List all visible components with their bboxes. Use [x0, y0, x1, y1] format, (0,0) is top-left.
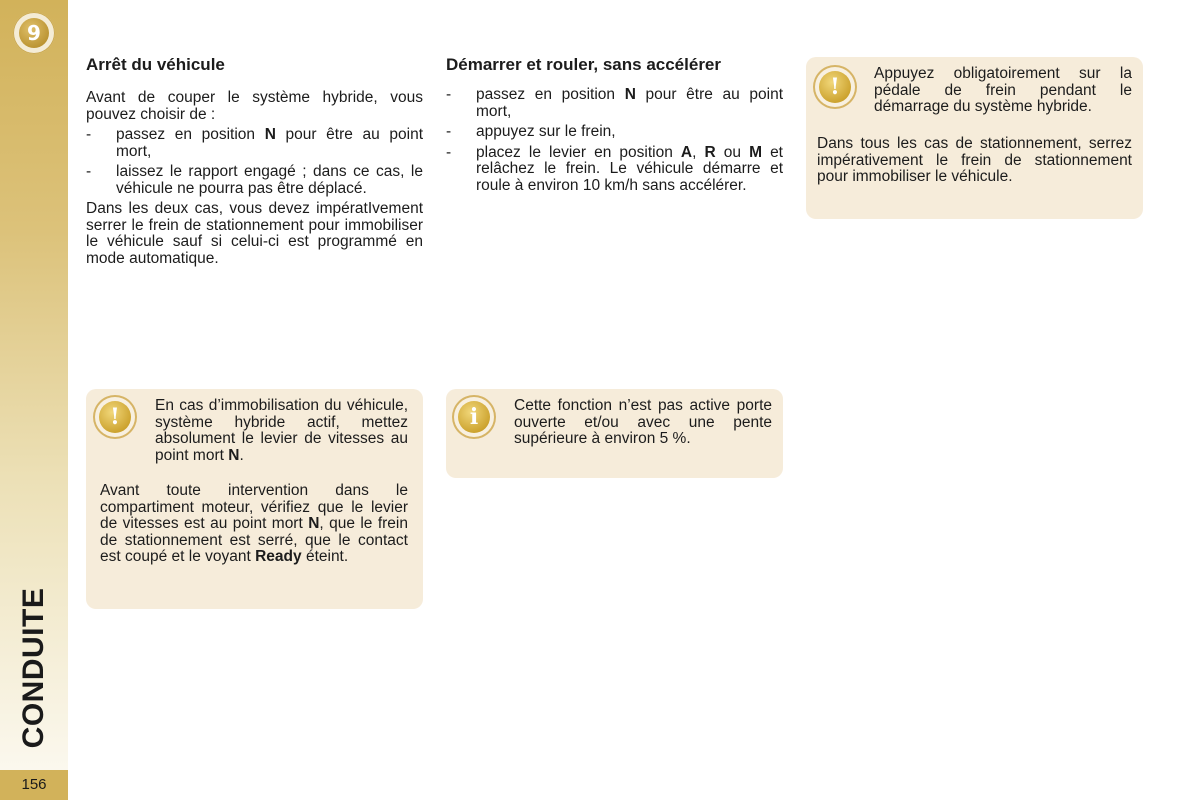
chapter-number: 9 [19, 18, 49, 48]
list-item: - placez le levier en position A, R ou M et relâchez le frein. Le véhicule démarre et roule à environ 10 km/h sans accélérer. [446, 145, 783, 195]
heading-start-driving: Démarrer et rouler, sans accélérer [446, 55, 722, 74]
warning-text-engine-intervention: Avant toute intervention dans le compartiment moteur, vérifiez que le levier de vitesses est au point mort N, que le frein de stationnement est serré, que le contact est coupé et le voyant Ready éteint. [100, 482, 408, 565]
intro-paragraph: Avant de couper le système hybride, vous pouvez choisir de : [86, 89, 423, 123]
stop-options-list [86, 127, 423, 197]
column-stopping-vehicle [86, 56, 423, 267]
warning-text-parking: Dans tous les cas de stationnement, serrez impérativement le frein de stationnement pour immobiliser le véhicule. [817, 135, 1132, 185]
info-text: Cette fonction n’est pas active porte ouverte et/ou avec une pente supérieure à environ 5 %. [514, 397, 772, 447]
warning-icon: ! [813, 65, 857, 109]
heading-stopping-vehicle: Arrêt du véhicule [86, 55, 225, 74]
page-number-box [0, 770, 68, 800]
warning-box-brake-pedal [806, 57, 1143, 219]
warning-box-immobilisation [86, 389, 423, 609]
warning-text-immobilisation: En cas d’immobilisation du véhicule, système hybride actif, mettez absolument le levier de vitesses au point mort N. [155, 397, 408, 464]
chapter-badge [13, 12, 55, 54]
info-box-function [446, 389, 783, 478]
list-item: - passez en position N pour être au point mort, [86, 127, 423, 160]
list-item: - laissez le rapport engagé ; dans ce cas, le véhicule ne pourra pas être déplacé. [86, 164, 423, 197]
start-steps-list [446, 87, 783, 194]
warning-text-brake: Appuyez obligatoirement sur la pédale de frein pendant le démarrage du système hybride. [874, 65, 1132, 115]
section-label: CONDUITE [17, 587, 50, 749]
warning-icon: ! [93, 395, 137, 439]
info-icon: i [452, 395, 496, 439]
column-start-driving [446, 56, 783, 194]
parking-brake-paragraph: Dans les deux cas, vous devez impératIvement serrer le frein de stationnement pour immobiliser le véhicule sauf si celui-ci est programmé en mode automatique. [86, 200, 423, 267]
chapter-sidebar [0, 0, 68, 770]
list-item: - passez en position N pour être au point mort, [446, 87, 783, 120]
list-item: - appuyez sur le frein, [446, 124, 783, 141]
page-number: 156 [21, 776, 47, 793]
